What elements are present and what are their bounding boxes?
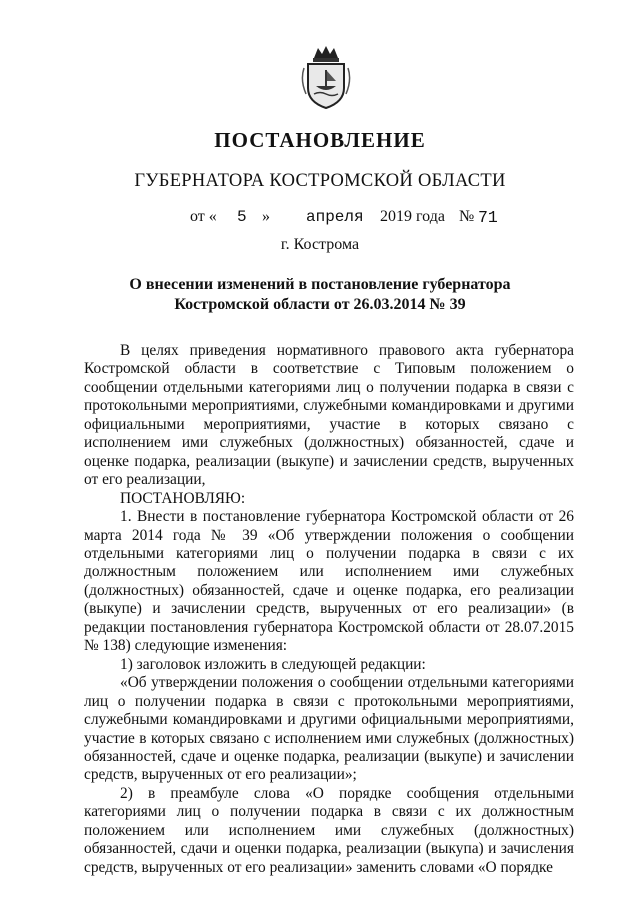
body-paragraph: В целях приведения нормативного правового акта губернатора Костромской области в соответствие с Типовым положением о сообщении отдельными категориями лиц о получении подарка в связи с протокольными мероприятиями, служебными командировками и другими официальными мероприятиями, участие в которых связано с исполнением ими служебных (должностных) обязанностей, сдаче и оценке подарка, реализации (выкупе) и зачислении средств, вырученных от его реализации, [84, 342, 574, 489]
document-body [84, 342, 574, 877]
body-paragraph: 2) в преамбуле слова «О порядке сообщения отдельными категориями лиц о получении подарка в связи с их должностным положением или исполнением ими служебных (должностных) обязанностей, сдачи и оценки подарка, реализации (выкупа) и зачисления средств, вырученных от его реализации» заменить словами «О порядке [84, 784, 574, 876]
body-paragraph: 1. Внести в постановление губернатора Костромской области от 26 марта 2014 года № 39 «Об утверждении положения о сообщении отдельными категориями лиц о получении подарка в связи с их должностным положением или исполнением ими служебных (должностных) обязанностей, сдаче и оценке подарка, его реализации (выкупе) и зачислении средств, вырученных от его реализации» (в редакции постановления губернатора Костромской области от 28.07.2015 № 138) следующие изменения: [84, 508, 574, 655]
kostroma-coat-of-arms-icon [300, 44, 352, 110]
date-month: апреля [306, 208, 364, 226]
document-number: 71 [478, 208, 498, 227]
document-title: ПОСТАНОВЛЕНИЕ [214, 128, 426, 152]
city-name: г. Кострома [280, 236, 360, 253]
document-number-label: № [459, 208, 475, 225]
heading-line-2: Костромской области от 26.03.2014 № 39 [174, 296, 466, 313]
heading-line-1: О внесении изменений в постановление губернатора [129, 276, 511, 293]
body-paragraph: «Об утверждении положения о сообщении отдельными категориями лиц о получении подарка в связи с протокольными мероприятиями, служебными командировками и другими официальными мероприятиями, участие в которых связано с исполнением ими служебных (должностных) обязанностей, сдаче и оценке подарка, реализации (выкупе) и зачислении средств, вырученных от его реализации»; [84, 674, 574, 784]
body-paragraph: 1) заголовок изложить в следующей редакции: [120, 655, 426, 673]
document-subtitle: ГУБЕРНАТОРА КОСТРОМСКОЙ ОБЛАСТИ [134, 171, 506, 191]
date-day: 5 [237, 208, 247, 226]
date-year: 2019 года [380, 208, 445, 225]
body-paragraph: ПОСТАНОВЛЯЮ: [120, 489, 246, 507]
date-prefix-close: » [262, 208, 270, 225]
document-heading [0, 275, 640, 315]
date-prefix-open: от « [190, 208, 217, 225]
